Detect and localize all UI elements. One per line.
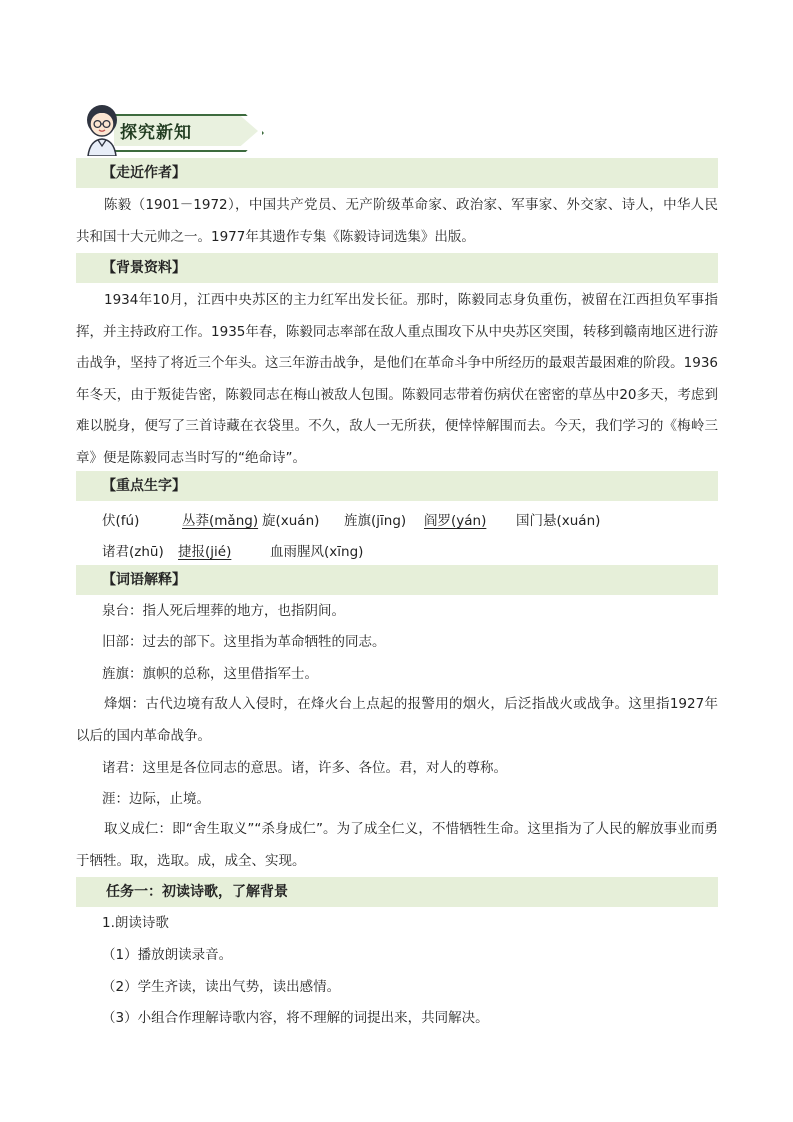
author-paragraph: 陈毅（1901－1972），中国共产党员、无产阶级革命家、政治家、军事家、外交家、诗人，中华人民共和国十大元帅之一。1977年其遗作专集《陈毅诗词选集》出版。 [76,197,718,245]
vocab-item: 诸君：这里是各位同志的意思。诸，许多、各位。君，对人的尊称。 [102,760,507,776]
char-item: 旌旗(jīng) [344,513,407,529]
char-item: 丛莽(mǎng) [182,513,259,529]
char-item: 伏(fú) [102,513,140,529]
task1-step: （2）学生齐读，读出气势，读出感情。 [102,979,341,995]
section-badge [80,100,220,160]
section-bar-characters: 【重点生字】 [76,471,718,501]
vocab-item: 取义成仁：即“舍生取义”“杀身成仁”。为了成全仁义，不惜牺牲生命。这里指为了人民的解放事业而勇于牺牲。取，选取。成，成全、实现。 [76,821,718,869]
char-item: 血雨腥风(xīng) [270,544,364,560]
vocab-item: 涯：边际，止境。 [102,791,210,807]
student-avatar-icon [80,100,124,156]
task1-heading: 1.朗读诗歌 [102,915,169,931]
section-bar-author: 【走近作者】 [76,158,718,188]
vocab-item: 烽烟：古代边境有敌人入侵时，在烽火台上点起的报警用的烟火，后泛指战火或战争。这里指1927年以后的国内革命战争。 [76,696,718,744]
char-item: 捷报(jié) [178,544,232,560]
section-bar-task1: 任务一：初读诗歌，了解背景 [76,877,718,907]
vocab-item: 旧部：过去的部下。这里指为革命牺牲的同志。 [102,634,386,650]
char-item: 旋(xuán) [262,513,320,529]
section-bar-background: 【背景资料】 [76,253,718,283]
vocab-item: 旌旗：旗帜的总称，这里借指军士。 [102,666,318,682]
char-item: 诸君(zhū) [102,544,164,560]
char-item: 国门悬(xuán) [516,513,601,529]
task1-step: （3）小组合作理解诗歌内容，将不理解的词提出来，共同解决。 [102,1010,489,1026]
badge-title: 探究新知 [120,123,192,143]
background-paragraph: 1934年10月，江西中央苏区的主力红军出发长征。那时，陈毅同志身负重伤，被留在江西担负军事指挥，并主持政府工作。1935年春，陈毅同志率部在敌人重点围攻下从中央苏区突围，转移到赣南地区进行游击战争，坚持了将近三个年头。这三年游击战争，是他们在革命斗争中所经历的最艰苦最困难的阶段。1936年冬天，由于叛徒告密，陈毅同志在梅山被敌人包围。陈毅同志带着伤病伏在密密的草丛中20多天，考虑到难以脱身，便写了三首诗藏在衣袋里。不久，敌人一无所获，便悻悻解围而去。今天，我们学习的《梅岭三章》便是陈毅同志当时写的“绝命诗”。 [76,292,718,466]
vocab-item: 泉台：指人死后埋葬的地方，也指阴间。 [102,603,345,619]
task1-step: （1）播放朗读录音。 [102,947,233,963]
char-item: 阎罗(yán) [424,513,487,529]
section-bar-vocab: 【词语解释】 [76,565,718,595]
